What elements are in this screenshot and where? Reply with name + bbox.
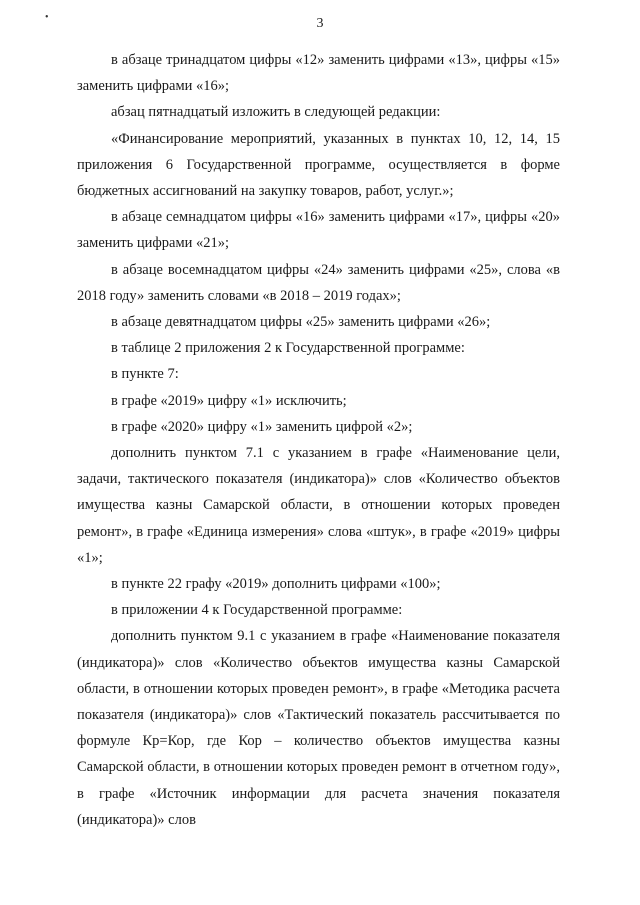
paragraph: дополнить пунктом 7.1 с указанием в графе «Наименование цели, задачи, тактического показателя (индикатора)» слов «Количество объектов имущества казны Самарской области, в отношении которых проведен ремонт», в графе «Единица измерения» слова «штук», в графе «2019» цифры «1»; <box>77 445 560 566</box>
paragraph: дополнить пунктом 9.1 с указанием в графе «Наименование показателя (индикатора)» слов «Количество объектов имущества казны Самарской области, в отношении которых проведен ремонт», в графе «Методика расчета показателя (индикатора)» слов «Тактический показатель рассчитывается по формуле Кр=Кор, где Кор – количество объектов имущества казны Самарской области, в отношении которых проведен ремонт в отчетном году», в графе «Источник информации для расчета значения показателя (индикатора)» слов <box>77 628 560 828</box>
paragraph: в графе «2019» цифру «1» исключить; <box>111 392 347 409</box>
page-number: 3 <box>316 16 324 31</box>
paragraph: в абзаце тринадцатом цифры «12» заменить цифрами «13», цифры «15» заменить цифрами «16»; <box>77 52 560 95</box>
paragraph: в абзаце девятнадцатом цифры «25» заменить цифрами «26»; <box>111 314 491 331</box>
corner-mark: • <box>45 12 49 23</box>
paragraph: в таблице 2 приложения 2 к Государственной программе: <box>111 340 465 357</box>
paragraph: в графе «2020» цифру «1» заменить цифрой «2»; <box>111 418 413 435</box>
paragraph: в пункте 22 графу «2019» дополнить цифрами «100»; <box>111 576 441 593</box>
document-body <box>77 47 560 833</box>
paragraph: в абзаце семнадцатом цифры «16» заменить цифрами «17», цифры «20» заменить цифрами «21»; <box>77 209 560 252</box>
paragraph: абзац пятнадцатый изложить в следующей редакции: <box>111 104 441 121</box>
paragraph: «Финансирование мероприятий, указанных в пунктах 10, 12, 14, 15 приложения 6 Государственной программе, осуществляется в форме бюджетных ассигнований на закупку товаров, работ, услуг.»; <box>77 130 560 200</box>
paragraph: в пункте 7: <box>111 366 179 383</box>
paragraph: в приложении 4 к Государственной программе: <box>111 602 403 619</box>
paragraph: в абзаце восемнадцатом цифры «24» заменить цифрами «25», слова «в 2018 году» заменить словами «в 2018 – 2019 годах»; <box>77 261 560 304</box>
